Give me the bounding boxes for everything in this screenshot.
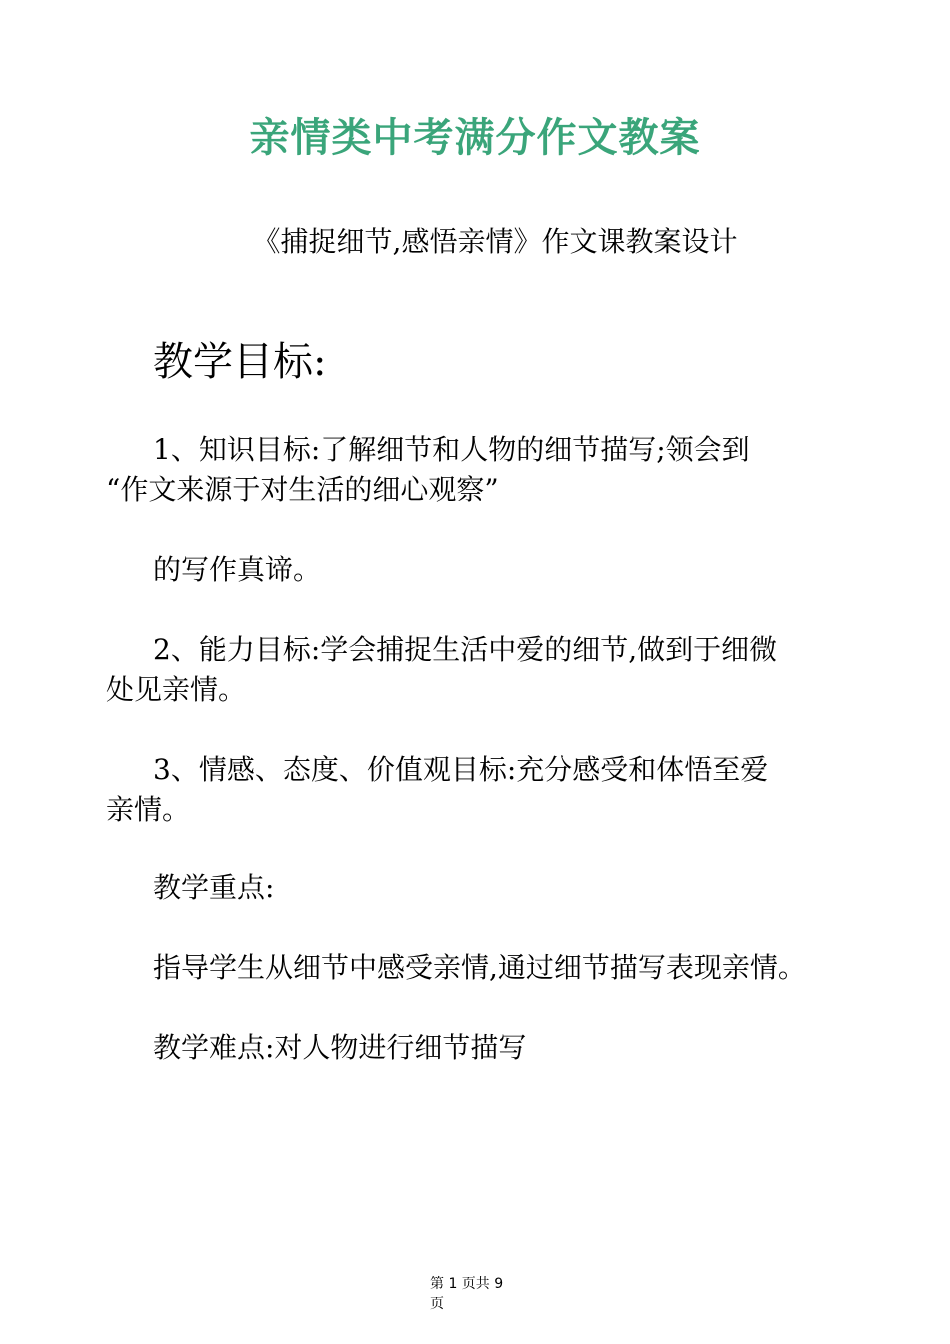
objective-1 — [106, 430, 866, 510]
objectives-heading: 教学目标: — [153, 339, 327, 385]
objective-1-line-2: “作文来源于对生活的细心观察” — [106, 473, 499, 506]
page-number-line-2: 页 — [430, 1296, 444, 1312]
objective-1-line-3: 的写作真谛。 — [153, 553, 322, 586]
document-subtitle: 《捕捉细节,感悟亲情》作文课教案设计 — [252, 225, 738, 258]
key-points-text: 指导学生从细节中感受亲情,通过细节描写表现亲情。 — [153, 951, 806, 984]
objective-1-line-1: 1、知识目标:了解细节和人物的细节描写;领会到 — [153, 433, 750, 466]
objective-3 — [106, 750, 866, 830]
difficulty-text: 教学难点:对人物进行细节描写 — [153, 1031, 527, 1064]
objective-2-line-1: 2、能力目标:学会捕捉生活中爱的细节,做到于细微 — [153, 633, 778, 666]
page-number-line-1: 第 1 页共 9 — [430, 1276, 504, 1292]
document-title: 亲情类中考满分作文教案 — [249, 115, 701, 161]
objective-3-line-1: 3、情感、态度、价值观目标:充分感受和体悟至爱 — [153, 753, 769, 786]
page-footer — [430, 1274, 520, 1314]
objective-2-line-2: 处见亲情。 — [106, 673, 247, 706]
objective-3-line-2: 亲情。 — [106, 793, 191, 826]
key-points-heading: 教学重点: — [153, 871, 275, 904]
objective-2 — [106, 630, 866, 710]
